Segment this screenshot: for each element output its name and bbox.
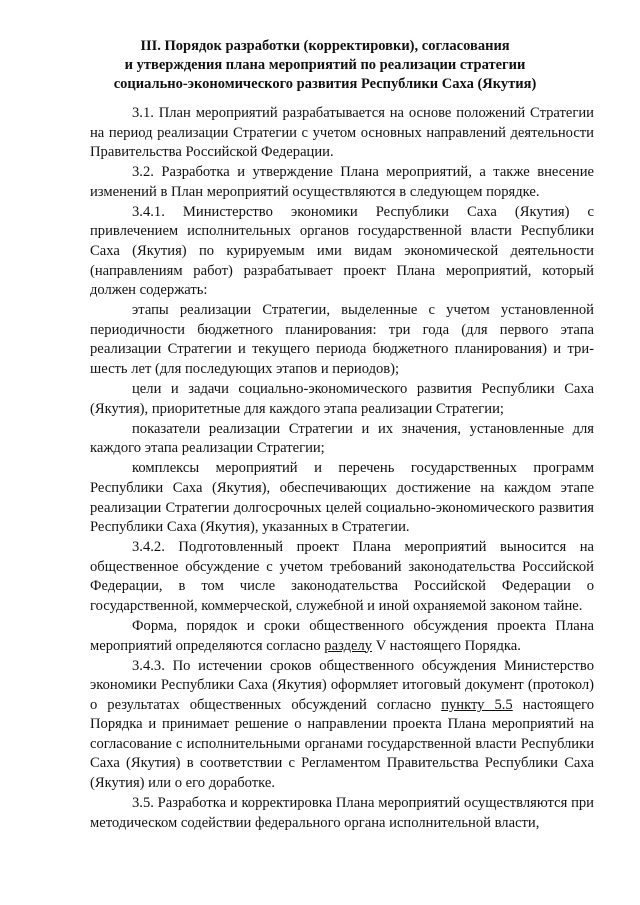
list-item-goals: цели и задачи социально-экономического развития Республики Саха (Якутия), приоритетные для каждого этапа реализации Стратегии; [90, 381, 594, 417]
paragraph-text: V настоящего Порядка. [372, 637, 521, 654]
list-item-stages: этапы реализации Стратегии, выделенные с учетом установленной периодичности бюджетного планирования: три года (для первого этапа реализации Стратегии и текущего периода бюджетного планирования) и три-шесть лет (для последующих этапов и периодов); [90, 302, 594, 377]
heading-line-1: III. Порядок разработки (корректировки), согласования [140, 38, 510, 54]
document-body [90, 104, 594, 833]
list-item-programs: комплексы мероприятий и перечень государственных программ Республики Саха (Якутия), обеспечивающих достижение на каждом этапе реализации Стратегии долгосрочных целей социально-экономического развития Республики Саха (Якутия), указанных в Стратегии. [90, 460, 594, 536]
paragraph-3-1: 3.1. План мероприятий разрабатывается на основе положений Стратегии на период реализации Стратегии с учетом основных направлений деятельности Правительства Российской Федерации. [90, 105, 594, 161]
paragraph-text: 3.4.3. По истечении сроков общественного обсуждения Министерство экономики Республики Саха (Якутия) оформляет итоговый документ (протокол) о результатах общественных обсуждений согласно [90, 657, 594, 713]
paragraph-text: настоящего Порядка и принимает решение о направлении проекта Плана мероприятий на согласование с исполнительными органами государственной власти Республики Саха (Якутия) в соответствии с Регламентом Правительства Республики Саха (Якутия) или о его доработке. [90, 696, 595, 791]
heading-line-2: и утверждения плана мероприятий по реализации стратегии [124, 57, 526, 73]
paragraph-3-2: 3.2. Разработка и утверждение Плана мероприятий, а также внесение изменений в План мероприятий осуществляются в следующем порядке. [90, 164, 594, 200]
clause-5-5-link[interactable]: пункту 5.5 [441, 696, 513, 713]
paragraph-discussion-form [90, 617, 594, 656]
list-item-indicators: показатели реализации Стратегии и их значения, установленные для каждого этапа реализации Стратегии; [90, 420, 594, 457]
paragraph-3-5: 3.5. Разработка и корректировка Плана мероприятий осуществляются при методическом содействии федерального органа исполнительной власти, [90, 795, 594, 831]
section-heading [60, 37, 590, 94]
paragraph-text: Форма, порядок и сроки общественного обсуждения проекта Плана мероприятий определяются согласно [90, 617, 594, 654]
section-v-link[interactable]: разделу [324, 637, 373, 654]
heading-line-3: социально-экономического развития Республики Саха (Якутия) [113, 76, 537, 92]
paragraph-3-4-3 [90, 657, 594, 794]
paragraph-3-4-2: 3.4.2. Подготовленный проект Плана мероприятий выносится на общественное обсуждение с учетом требований законодательства Российской Федерации, в том числе законодательства Российской Федерации о государственной, коммерческой, служебной и иной охраняемой законом тайне. [90, 539, 594, 614]
paragraph-3-4-1: 3.4.1. Министерство экономики Республики Саха (Якутия) с привлечением исполнительных органов государственной власти Республики Саха (Якутия) по курируемым ими видам экономической деятельности (направлениям работ) разрабатывает проект Плана мероприятий, который должен содержать: [90, 203, 594, 299]
